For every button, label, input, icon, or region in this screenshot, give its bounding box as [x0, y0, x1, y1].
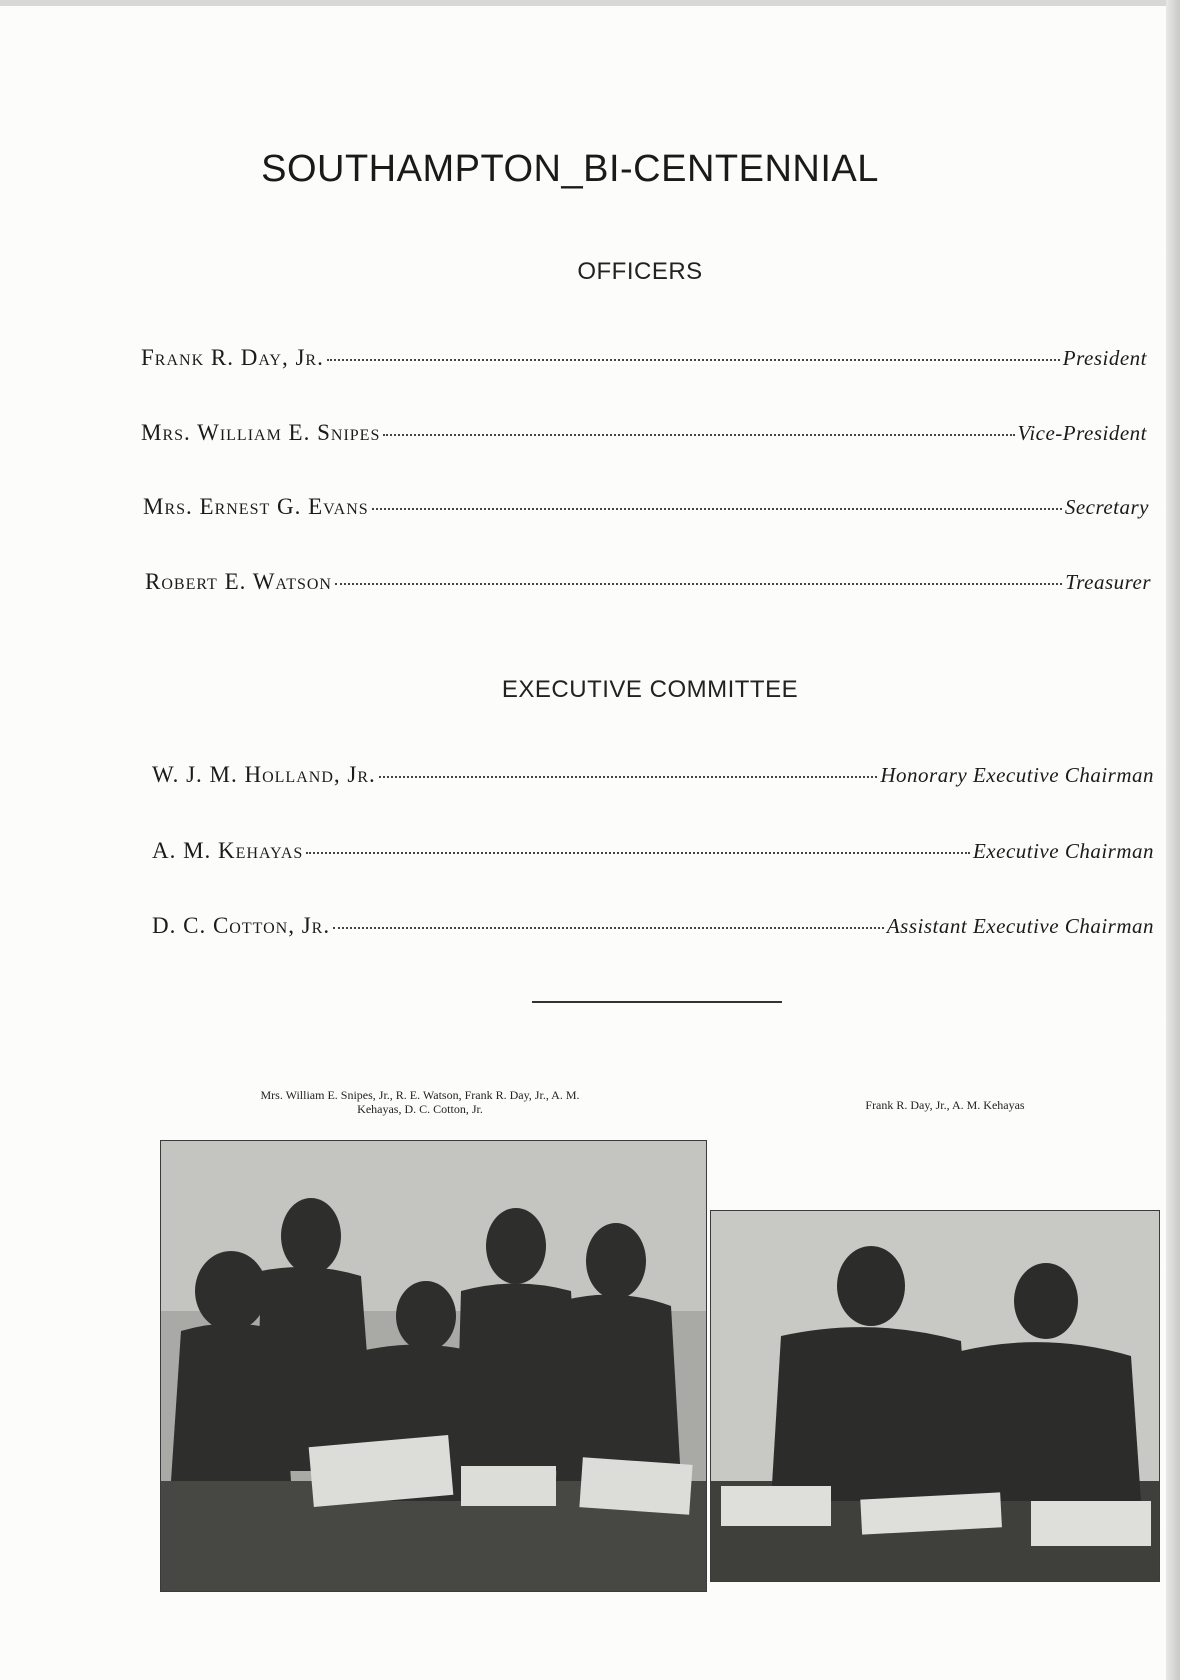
committee-role: Executive Chairman — [972, 839, 1154, 863]
officer-row — [141, 420, 1147, 446]
two-men-photo — [710, 1210, 1160, 1582]
committee-role: Assistant Executive Chairman — [886, 914, 1154, 938]
committee-row — [152, 762, 1154, 788]
executive-committee-heading: EXECUTIVE COMMITTEE — [501, 676, 799, 703]
leader-dots — [372, 508, 1062, 510]
leader-dots — [383, 434, 1014, 436]
leader-dots — [333, 927, 884, 929]
officer-role: Treasurer — [1065, 570, 1151, 594]
left-photo-caption — [140, 1088, 700, 1116]
officer-role: Vice-President — [1017, 421, 1147, 445]
leader-dots — [379, 776, 878, 778]
left-caption-line: Mrs. William E. Snipes, Jr., R. E. Watson, Frank R. Day, Jr., A. M. — [260, 1088, 580, 1102]
officer-name: Mrs. William E. Snipes — [141, 420, 381, 445]
officers-heading: OFFICERS — [577, 258, 703, 285]
officer-name: Frank R. Day, Jr. — [141, 345, 324, 370]
left-caption-line: Kehayas, D. C. Cotton, Jr. — [357, 1102, 483, 1116]
officer-role: Secretary — [1064, 495, 1149, 519]
leader-dots — [327, 359, 1060, 361]
group-photo-illustration — [161, 1141, 706, 1591]
page-right-edge — [1166, 0, 1180, 1680]
right-caption-line: Frank R. Day, Jr., A. M. Kehayas — [865, 1098, 1025, 1112]
committee-name: A. M. Kehayas — [152, 838, 304, 863]
group-photo-five-members — [160, 1140, 707, 1592]
page-title: SOUTHAMPTON_BI-CENTENNIAL — [261, 148, 879, 190]
page-top-edge — [0, 0, 1180, 6]
officer-name: Mrs. Ernest G. Evans — [143, 494, 369, 519]
committee-role: Honorary Executive Chairman — [880, 763, 1154, 787]
leader-dots — [335, 583, 1062, 585]
officer-row — [143, 494, 1149, 520]
committee-row — [152, 913, 1154, 939]
committee-name: D. C. Cotton, Jr. — [152, 913, 331, 938]
officer-name: Robert E. Watson — [145, 569, 332, 594]
right-photo-caption — [785, 1098, 1105, 1112]
officer-row — [145, 569, 1151, 595]
two-men-photo-illustration — [711, 1211, 1159, 1581]
officer-row — [141, 345, 1147, 371]
committee-name: W. J. M. Holland, Jr. — [152, 762, 376, 787]
officer-role: President — [1062, 346, 1147, 370]
section-divider — [532, 1001, 782, 1003]
leader-dots — [306, 852, 970, 854]
committee-row — [152, 838, 1154, 864]
